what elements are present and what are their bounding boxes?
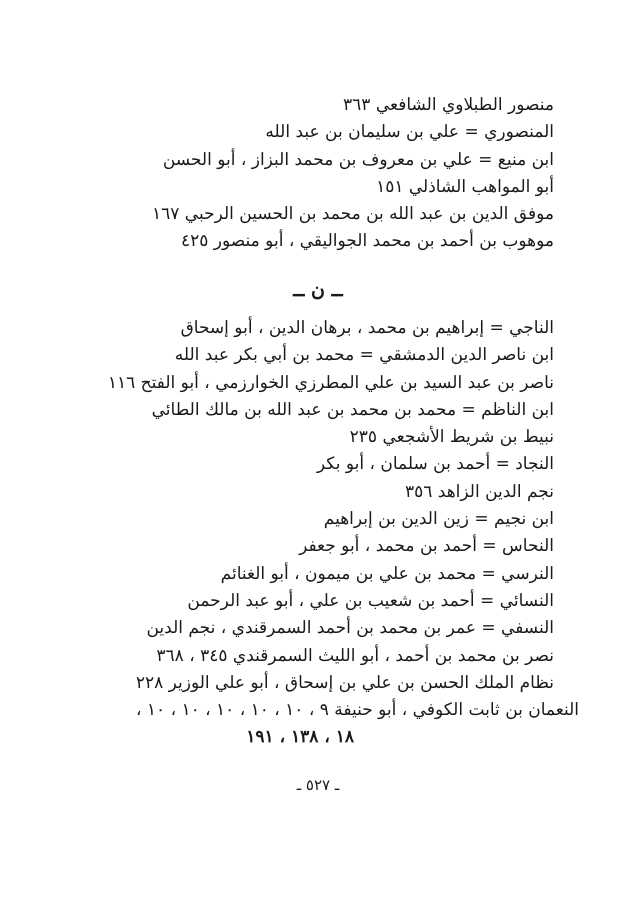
index-entry: النجاد = أحمد بن سلمان ، أبو بكر [316, 454, 554, 475]
index-entry: ناصر بن عبد السيد بن علي المطرزي الخوارزمي ، أبو الفتح ١١٦ [107, 372, 554, 393]
index-entry: النحاس = أحمد بن محمد ، أبو جعفر [299, 536, 554, 557]
index-entry: نظام الملك الحسن بن علي بن إسحاق ، أبو علي الوزير ٢٢٨ [135, 672, 554, 693]
index-entry: نجم الدين الزاهد ٣٥٦ [404, 481, 554, 502]
page-number: ـ ٥٢٧ ـ [296, 776, 340, 794]
section-heading-noon: ــ ن ــ [293, 279, 343, 301]
index-entry: نبيط بن شريط الأشجعي ٢٣٥ [349, 427, 554, 448]
index-entry: أبو المواهب الشاذلي ١٥١ [376, 176, 554, 197]
index-entry: موهوب بن أحمد بن محمد الجواليقي ، أبو منصور ٤٢٥ [181, 231, 554, 252]
index-entry: منصور الطبلاوي الشافعي ٣٦٣ [343, 95, 554, 115]
index-entry: موفق الدين بن عبد الله بن محمد بن الحسين الرحبي ١٦٧ [151, 204, 554, 225]
index-entry: النسائي = أحمد بن شعيب بن علي ، أبو عبد الرحمن [187, 590, 554, 611]
index-entry: المنصوري = علي بن سليمان بن عبد الله [265, 122, 554, 143]
index-entry: ابن ناصر الدين الدمشقي = محمد بن أبي بكر عبد الله [174, 345, 554, 366]
index-entry: النسفي = عمر بن محمد بن أحمد السمرقندي ، نجم الدين [146, 618, 554, 639]
index-entries-group-noon [64, 315, 579, 752]
index-entry-continuation: ١٨ ، ١٣٨ ، ١٩١ [246, 727, 354, 748]
index-entry: ابن منيع = علي بن معروف بن محمد البزاز ، أبو الحسن [162, 149, 554, 170]
index-entry: النرسي = محمد بن علي بن ميمون ، أبو الغنائم [220, 563, 554, 584]
index-entry: النعمان بن ثابت الكوفي ، أبو حنيفة ٩ ، ١٠ ، ١٠ ، ١٠ ، ١٠ ، ١٠ ، [136, 700, 579, 721]
index-entry: ابن نجيم = زين الدين بن إبراهيم [323, 509, 554, 530]
index-entry: نصر بن محمد بن أحمد ، أبو الليث السمرقندي ٣٤٥ ، ٣٦٨ [156, 645, 554, 666]
index-entry: الناجي = إبراهيم بن محمد ، برهان الدين ، أبو إسحاق [180, 318, 554, 338]
index-entry: ابن الناظم = محمد بن محمد بن عبد الله بن مالك الطائي [151, 399, 554, 420]
index-entries-group-meem [64, 92, 554, 256]
